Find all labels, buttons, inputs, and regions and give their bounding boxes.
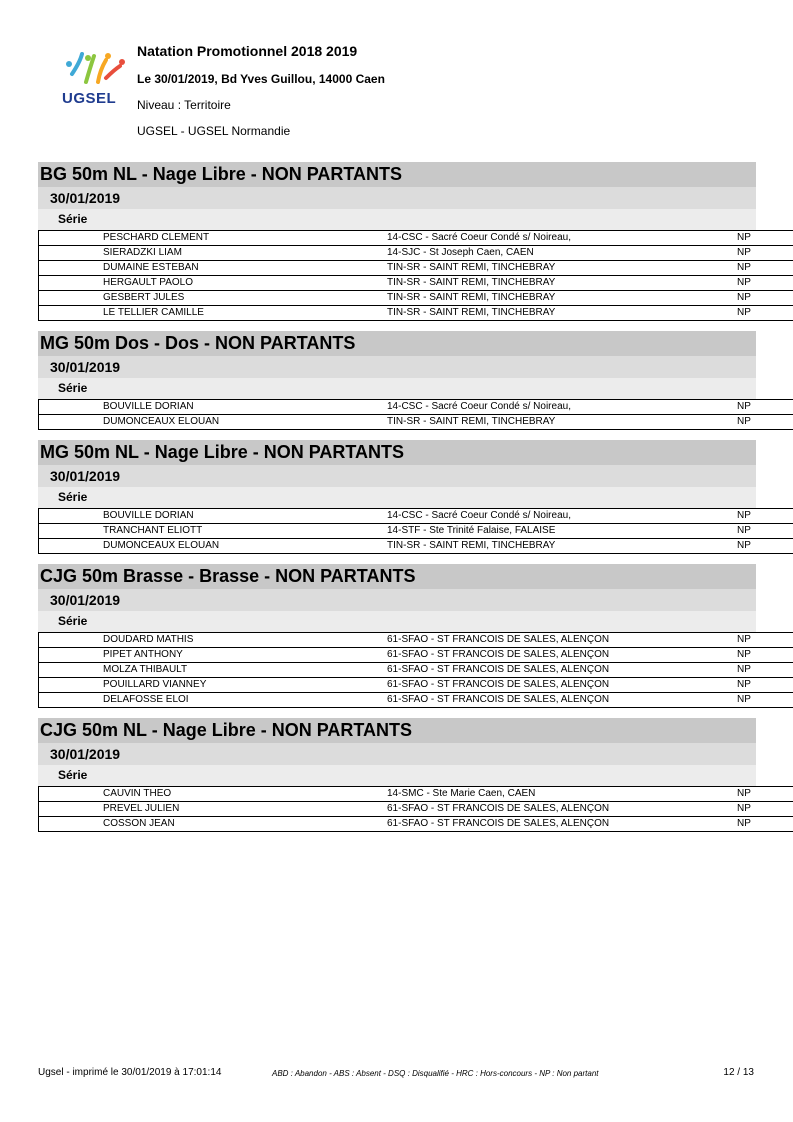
event-section — [38, 331, 756, 430]
swimmer-name: SIERADZKI LIAM — [39, 246, 388, 261]
serie-label: Série — [38, 611, 756, 632]
swimmer-name: DUMAINE ESTEBAN — [39, 261, 388, 276]
swimmer-name: PESCHARD CLEMENT — [39, 231, 388, 246]
club-name: 61-SFAO - ST FRANCOIS DE SALES, ALENÇON — [387, 817, 737, 832]
status-code: NP — [737, 291, 793, 306]
table-row — [39, 663, 793, 678]
table-row — [39, 524, 793, 539]
swimmer-name: DELAFOSSE ELOI — [39, 693, 388, 708]
event-section — [38, 718, 756, 832]
status-code: NP — [737, 693, 793, 708]
swimmer-name: DUMONCEAUX ELOUAN — [39, 415, 388, 430]
ugsel-figures-icon — [60, 52, 130, 92]
club-name: TIN-SR - SAINT REMI, TINCHEBRAY — [387, 306, 737, 321]
status-code: NP — [737, 400, 793, 415]
club-name: 14-STF - Ste Trinité Falaise, FALAISE — [387, 524, 737, 539]
status-code: NP — [737, 509, 793, 524]
swimmer-name: DOUDARD MATHIS — [39, 633, 388, 648]
club-name: 14-SMC - Ste Marie Caen, CAEN — [387, 787, 737, 802]
event-section — [38, 440, 756, 554]
table-row — [39, 678, 793, 693]
event-date: 30/01/2019 — [38, 589, 756, 611]
swimmer-name: POUILLARD VIANNEY — [39, 678, 388, 693]
event-title: CJG 50m Brasse - Brasse - NON PARTANTS — [38, 564, 756, 589]
club-name: TIN-SR - SAINT REMI, TINCHEBRAY — [387, 539, 737, 554]
print-timestamp: Ugsel - imprimé le 30/01/2019 à 17:01:14 — [38, 1067, 222, 1078]
table-row — [39, 306, 793, 321]
table-row — [39, 539, 793, 554]
table-row — [39, 291, 793, 306]
swimmer-name: PIPET ANTHONY — [39, 648, 388, 663]
event-date: 30/01/2019 — [38, 356, 756, 378]
results-table — [38, 632, 793, 708]
status-code: NP — [737, 306, 793, 321]
event-title: MG 50m NL - Nage Libre - NON PARTANTS — [38, 440, 756, 465]
swimmer-name: HERGAULT PAOLO — [39, 276, 388, 291]
serie-label: Série — [38, 378, 756, 399]
table-row — [39, 802, 793, 817]
club-name: 61-SFAO - ST FRANCOIS DE SALES, ALENÇON — [387, 678, 737, 693]
table-row — [39, 787, 793, 802]
status-code: NP — [737, 231, 793, 246]
status-code: NP — [737, 817, 793, 832]
club-name: 14-SJC - St Joseph Caen, CAEN — [387, 246, 737, 261]
event-title: CJG 50m NL - Nage Libre - NON PARTANTS — [38, 718, 756, 743]
meet-organization: UGSEL - UGSEL Normandie — [137, 124, 291, 138]
event-title: BG 50m NL - Nage Libre - NON PARTANTS — [38, 162, 756, 187]
status-code: NP — [737, 802, 793, 817]
club-name: TIN-SR - SAINT REMI, TINCHEBRAY — [387, 276, 737, 291]
table-row — [39, 633, 793, 648]
abbreviation-legend: ABD : Abandon - ABS : Absent - DSQ : Disqualifié - HRC : Hors-concours - NP : Non partant — [272, 1069, 599, 1078]
ugsel-logo — [60, 52, 130, 112]
status-code: NP — [737, 415, 793, 430]
club-name: 61-SFAO - ST FRANCOIS DE SALES, ALENÇON — [387, 663, 737, 678]
logo-text: UGSEL — [62, 90, 117, 107]
table-row — [39, 509, 793, 524]
meet-date-location: Le 30/01/2019, Bd Yves Guillou, 14000 Caen — [137, 72, 385, 86]
table-row — [39, 817, 793, 832]
club-name: 61-SFAO - ST FRANCOIS DE SALES, ALENÇON — [387, 802, 737, 817]
table-row — [39, 415, 793, 430]
event-title: MG 50m Dos - Dos - NON PARTANTS — [38, 331, 756, 356]
club-name: TIN-SR - SAINT REMI, TINCHEBRAY — [387, 415, 737, 430]
results-table — [38, 399, 793, 430]
status-code: NP — [737, 246, 793, 261]
results-table — [38, 230, 793, 321]
page-title: Natation Promotionnel 2018 2019 — [137, 43, 358, 59]
event-section — [38, 162, 756, 321]
event-date: 30/01/2019 — [38, 743, 756, 765]
page-number: 12 / 13 — [723, 1067, 754, 1078]
table-row — [39, 648, 793, 663]
results-table — [38, 786, 793, 832]
swimmer-name: MOLZA THIBAULT — [39, 663, 388, 678]
table-row — [39, 261, 793, 276]
swimmer-name: COSSON JEAN — [39, 817, 388, 832]
status-code: NP — [737, 787, 793, 802]
page-header — [60, 40, 760, 150]
status-code: NP — [737, 648, 793, 663]
swimmer-name: BOUVILLE DORIAN — [39, 509, 388, 524]
status-code: NP — [737, 261, 793, 276]
table-row — [39, 246, 793, 261]
swimmer-name: PREVEL JULIEN — [39, 802, 388, 817]
event-date: 30/01/2019 — [38, 187, 756, 209]
status-code: NP — [737, 663, 793, 678]
club-name: 14-CSC - Sacré Coeur Condé s/ Noireau, — [387, 231, 737, 246]
table-row — [39, 276, 793, 291]
table-row — [39, 693, 793, 708]
serie-label: Série — [38, 487, 756, 508]
swimmer-name: BOUVILLE DORIAN — [39, 400, 388, 415]
club-name: 14-CSC - Sacré Coeur Condé s/ Noireau, — [387, 400, 737, 415]
results-table — [38, 508, 793, 554]
page-footer — [38, 1065, 756, 1085]
club-name: 61-SFAO - ST FRANCOIS DE SALES, ALENÇON — [387, 693, 737, 708]
swimmer-name: GESBERT JULES — [39, 291, 388, 306]
meet-level: Niveau : Territoire — [137, 98, 231, 112]
club-name: 61-SFAO - ST FRANCOIS DE SALES, ALENÇON — [387, 633, 737, 648]
club-name: 61-SFAO - ST FRANCOIS DE SALES, ALENÇON — [387, 648, 737, 663]
swimmer-name: LE TELLIER CAMILLE — [39, 306, 388, 321]
serie-label: Série — [38, 209, 756, 230]
status-code: NP — [737, 678, 793, 693]
serie-label: Série — [38, 765, 756, 786]
table-row — [39, 400, 793, 415]
event-date: 30/01/2019 — [38, 465, 756, 487]
swimmer-name: TRANCHANT ELIOTT — [39, 524, 388, 539]
status-code: NP — [737, 539, 793, 554]
status-code: NP — [737, 524, 793, 539]
status-code: NP — [737, 276, 793, 291]
swimmer-name: DUMONCEAUX ELOUAN — [39, 539, 388, 554]
table-row — [39, 231, 793, 246]
swimmer-name: CAUVIN THEO — [39, 787, 388, 802]
club-name: TIN-SR - SAINT REMI, TINCHEBRAY — [387, 291, 737, 306]
club-name: TIN-SR - SAINT REMI, TINCHEBRAY — [387, 261, 737, 276]
club-name: 14-CSC - Sacré Coeur Condé s/ Noireau, — [387, 509, 737, 524]
event-section — [38, 564, 756, 708]
events-list — [38, 162, 756, 842]
status-code: NP — [737, 633, 793, 648]
